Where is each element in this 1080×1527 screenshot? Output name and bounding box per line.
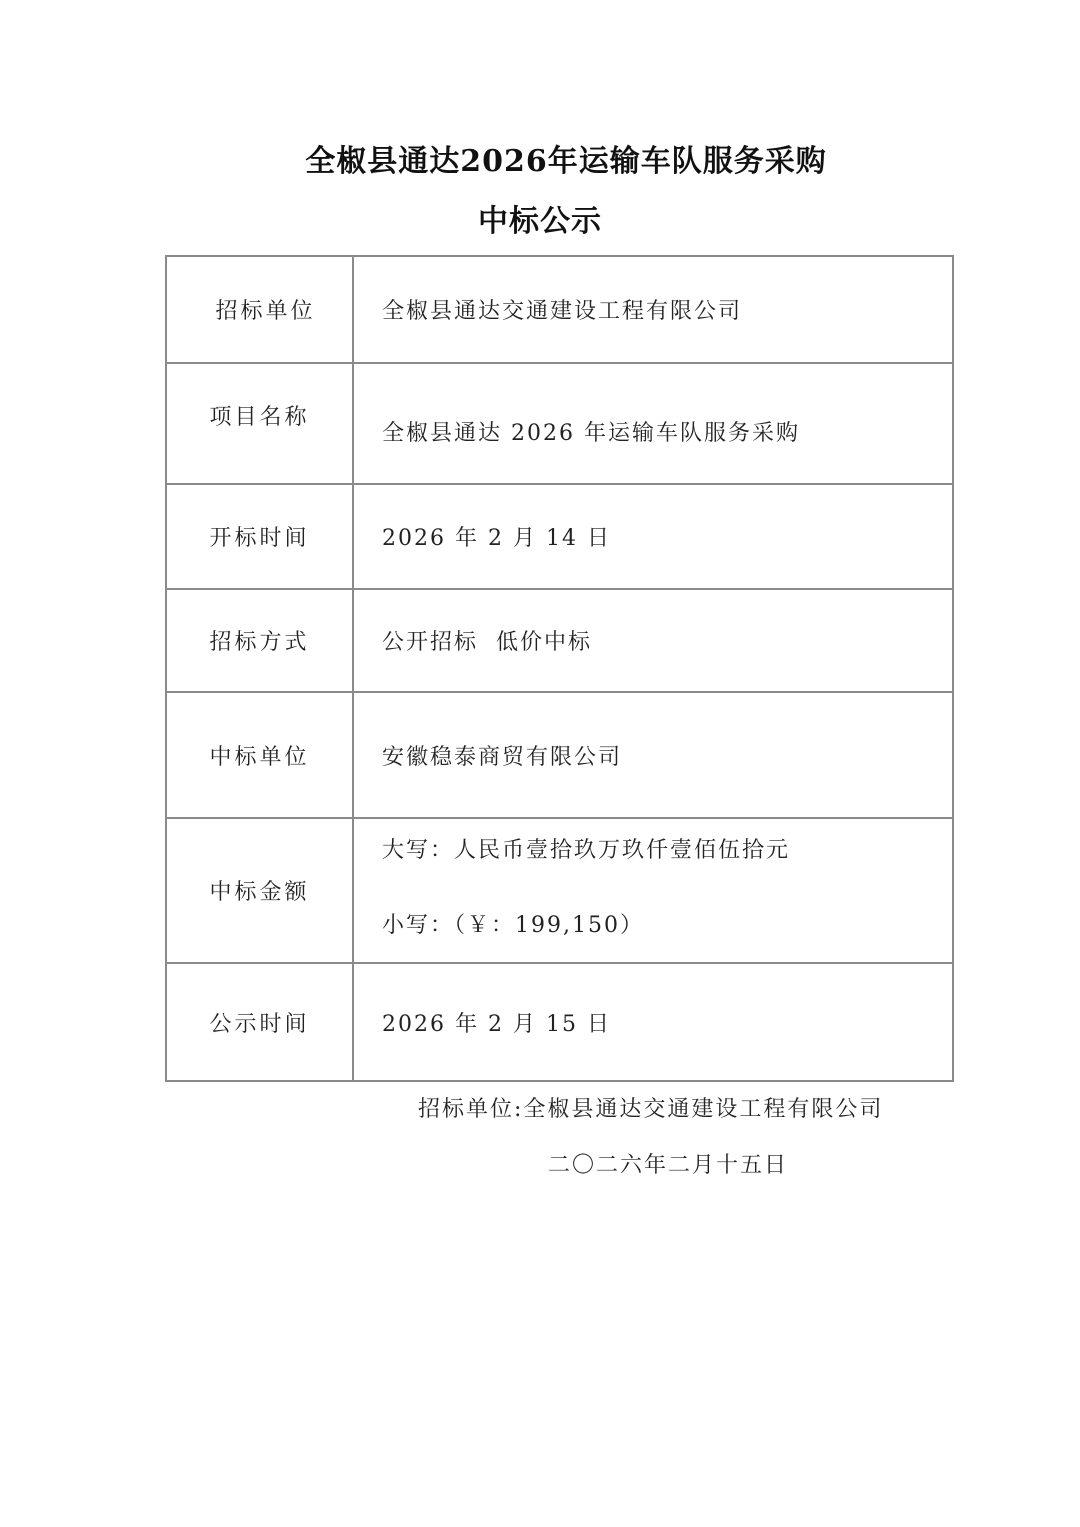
row-value: 安徽稳泰商贸有限公司 — [353, 692, 953, 818]
row-label: 公示时间 — [166, 963, 353, 1081]
notice-table — [165, 255, 954, 1082]
amount-uppercase: 大写：人民币壹拾玖万玖仟壹佰伍拾元 — [382, 838, 791, 863]
row-label: 中标单位 — [166, 692, 353, 818]
row-value: 全椒县通达交通建设工程有限公司 — [353, 256, 953, 363]
row-value: 全椒县通达 2026 年运输车队服务采购 — [353, 363, 953, 484]
footer-organization: 招标单位:全椒县通达交通建设工程有限公司 — [418, 1097, 884, 1122]
row-value — [353, 818, 953, 963]
document-subtitle: 中标公示 — [478, 204, 602, 239]
document-title: 全椒县通达2026年运输车队服务采购 — [305, 144, 827, 179]
row-label: 中标金额 — [166, 818, 353, 963]
footer-date: 二〇二六年二月十五日 — [548, 1153, 789, 1178]
amount-numeric: 小写：（￥：199,150） — [382, 913, 644, 938]
table-row-opening-time — [166, 484, 953, 589]
table-row-tender-unit — [166, 256, 953, 363]
table-row-tender-method — [166, 589, 953, 692]
table-row-project-name — [166, 363, 953, 484]
row-value: 2026 年 2 月 14 日 — [353, 484, 953, 589]
row-label: 招标方式 — [166, 589, 353, 692]
row-value: 公开招标 低价中标 — [353, 589, 953, 692]
row-label: 招标单位 — [166, 256, 353, 363]
row-label: 项目名称 — [166, 363, 353, 484]
row-label: 开标时间 — [166, 484, 353, 589]
table-row-winning-amount — [166, 818, 953, 963]
table-row-publicity-time — [166, 963, 953, 1081]
table-row-winning-unit — [166, 692, 953, 818]
row-value: 2026 年 2 月 15 日 — [353, 963, 953, 1081]
